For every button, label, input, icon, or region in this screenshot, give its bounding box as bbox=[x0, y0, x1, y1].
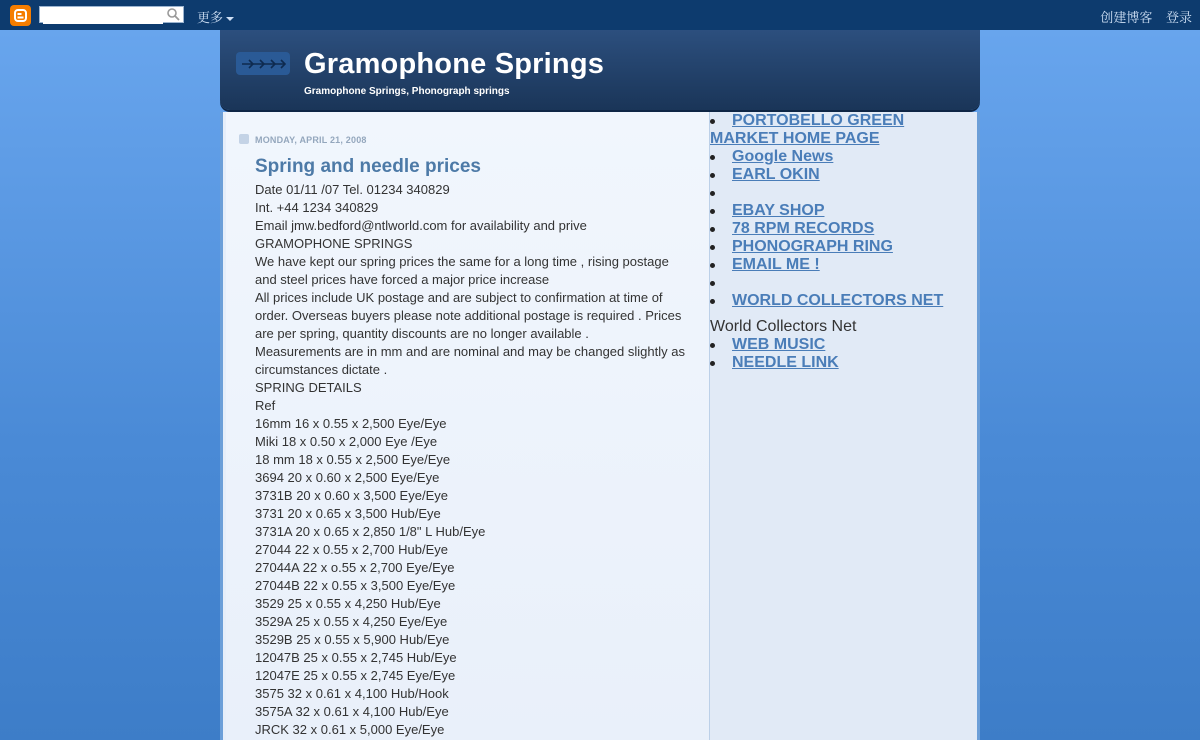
bullet-icon bbox=[710, 227, 715, 232]
post-line: 3731B 20 x 0.60 x 3,500 Eye/Eye bbox=[255, 488, 448, 503]
sidebar-link[interactable]: EARL OKIN bbox=[732, 166, 820, 183]
post-body bbox=[255, 181, 695, 739]
bullet-icon bbox=[710, 281, 715, 286]
create-blog-link[interactable]: 创建博客 bbox=[1100, 10, 1153, 25]
post-line: JRCK 32 x 0.61 x 5,000 Eye/Eye bbox=[255, 722, 445, 737]
sidebar-link[interactable]: Google News bbox=[732, 148, 834, 165]
blog-header bbox=[220, 30, 980, 110]
post-line: 3529A 25 x 0.55 x 4,250 Eye/Eye bbox=[255, 614, 448, 629]
bullet-icon bbox=[710, 119, 715, 124]
post-line: Measurements are in mm and are nominal and may be changed slightly as bbox=[255, 344, 685, 359]
post-line: 3529B 25 x 0.55 x 5,900 Hub/Eye bbox=[255, 632, 450, 647]
post-line: 16mm 16 x 0.55 x 2,500 Eye/Eye bbox=[255, 416, 447, 431]
bullet-icon bbox=[710, 191, 715, 196]
post-line: order. Overseas buyers please note additional postage is required . Prices bbox=[255, 308, 682, 323]
post-line: We have kept our spring prices the same for a long time , rising postage bbox=[255, 254, 669, 269]
post-line: are per spring, quantity discounts are no longer available . bbox=[255, 326, 589, 341]
sidebar-link[interactable]: PORTOBELLO GREEN MARKET HOME PAGE bbox=[710, 112, 905, 147]
arrows-icon bbox=[236, 52, 292, 76]
post-line: 18 mm 18 x 0.55 x 2,500 Eye/Eye bbox=[255, 452, 451, 467]
chevron-down-icon bbox=[226, 17, 234, 21]
bullet-icon bbox=[710, 361, 715, 366]
post-line: 3731A 20 x 0.65 x 2,850 1/8" L Hub/Eye bbox=[255, 524, 486, 539]
more-menu-button[interactable] bbox=[197, 7, 234, 26]
post-line: Date 01/11 /07 Tel. 01234 340829 bbox=[255, 182, 450, 197]
sidebar-link[interactable]: WEB MUSIC bbox=[732, 336, 826, 353]
post-line: 3575 32 x 0.61 x 4,100 Hub/Hook bbox=[255, 686, 449, 701]
sidebar-list-item bbox=[710, 354, 977, 372]
sidebar-list-item bbox=[710, 184, 977, 202]
post-line: 27044B 22 x 0.55 x 3,500 Eye/Eye bbox=[255, 578, 456, 593]
post-line: 27044 22 x 0.55 x 2,700 Hub/Eye bbox=[255, 542, 448, 557]
sidebar-list-item bbox=[710, 202, 977, 220]
sidebar-list-item bbox=[710, 274, 977, 292]
content-area bbox=[220, 112, 980, 740]
search-icon[interactable] bbox=[167, 8, 180, 21]
bullet-icon bbox=[710, 155, 715, 160]
post-title: Spring and needle prices bbox=[255, 156, 481, 177]
sidebar-link[interactable]: 78 RPM RECORDS bbox=[732, 220, 875, 237]
post-line: SPRING DETAILS bbox=[255, 380, 362, 395]
navbar-right bbox=[1090, 7, 1192, 26]
blogger-logo-icon[interactable] bbox=[10, 5, 31, 26]
post-line: Miki 18 x 0.50 x 2,000 Eye /Eye bbox=[255, 434, 438, 449]
top-navbar bbox=[0, 0, 1200, 30]
bullet-icon bbox=[710, 299, 715, 304]
post-line: Int. +44 1234 340829 bbox=[255, 200, 379, 215]
bullet-icon bbox=[710, 245, 715, 250]
blog-description: Gramophone Springs, Phonograph springs bbox=[304, 86, 510, 97]
post-line: 12047B 25 x 0.55 x 2,745 Hub/Eye bbox=[255, 650, 457, 665]
date-bullet-icon bbox=[239, 134, 249, 144]
post-line: GRAMOPHONE SPRINGS bbox=[255, 236, 413, 251]
post-line: 12047E 25 x 0.55 x 2,745 Eye/Eye bbox=[255, 668, 456, 683]
post-line: 3529 25 x 0.55 x 4,250 Hub/Eye bbox=[255, 596, 441, 611]
sidebar-list-item bbox=[710, 336, 977, 354]
main-column bbox=[226, 112, 710, 740]
sidebar-link-list bbox=[710, 112, 977, 372]
bullet-icon bbox=[710, 263, 715, 268]
sidebar-link[interactable]: NEEDLE LINK bbox=[732, 354, 839, 371]
post-line: 3694 20 x 0.60 x 2,500 Eye/Eye bbox=[255, 470, 440, 485]
blog-title-link[interactable]: Gramophone Springs bbox=[304, 48, 605, 80]
post-date: MONDAY, APRIL 21, 2008 bbox=[255, 135, 367, 145]
blog-outer-wrapper bbox=[220, 30, 980, 740]
sidebar-list-item bbox=[710, 256, 977, 274]
sidebar-list-item bbox=[710, 220, 977, 238]
search-input[interactable] bbox=[43, 11, 163, 24]
post-line: Email jmw.bedford@ntlworld.com for availability and prive bbox=[255, 218, 587, 233]
post-line: and steel prices have forced a major price increase bbox=[255, 272, 550, 287]
sidebar bbox=[710, 112, 977, 740]
more-menu-label: 更多 bbox=[197, 10, 224, 25]
search-field[interactable] bbox=[39, 6, 184, 23]
image-alt-text: World Collectors Net bbox=[710, 318, 857, 335]
post-line: 27044A 22 x o.55 x 2,700 Eye/Eye bbox=[255, 560, 455, 575]
bullet-icon bbox=[710, 343, 715, 348]
sidebar-link[interactable]: EBAY SHOP bbox=[732, 202, 825, 219]
sidebar-link[interactable]: PHONOGRAPH RING bbox=[732, 238, 893, 255]
post-line: 3575A 32 x 0.61 x 4,100 Hub/Eye bbox=[255, 704, 449, 719]
sidebar-list-item bbox=[710, 112, 977, 148]
bullet-icon bbox=[710, 173, 715, 178]
post-line: Ref bbox=[255, 398, 276, 413]
post-line: circumstances dictate . bbox=[255, 362, 388, 377]
post-line: 3731 20 x 0.65 x 3,500 Hub/Eye bbox=[255, 506, 441, 521]
sidebar-list-item bbox=[710, 148, 977, 166]
sidebar-link[interactable]: EMAIL ME ! bbox=[732, 256, 820, 273]
sidebar-list-item bbox=[710, 238, 977, 256]
sidebar-list-item bbox=[710, 292, 977, 310]
post-line: All prices include UK postage and are subject to confirmation at time of bbox=[255, 290, 663, 305]
sidebar-list-item bbox=[710, 166, 977, 184]
bullet-icon bbox=[710, 209, 715, 214]
world-collectors-image[interactable] bbox=[710, 318, 977, 336]
login-link[interactable]: 登录 bbox=[1165, 10, 1192, 25]
sidebar-link[interactable]: WORLD COLLECTORS NET bbox=[732, 292, 944, 309]
